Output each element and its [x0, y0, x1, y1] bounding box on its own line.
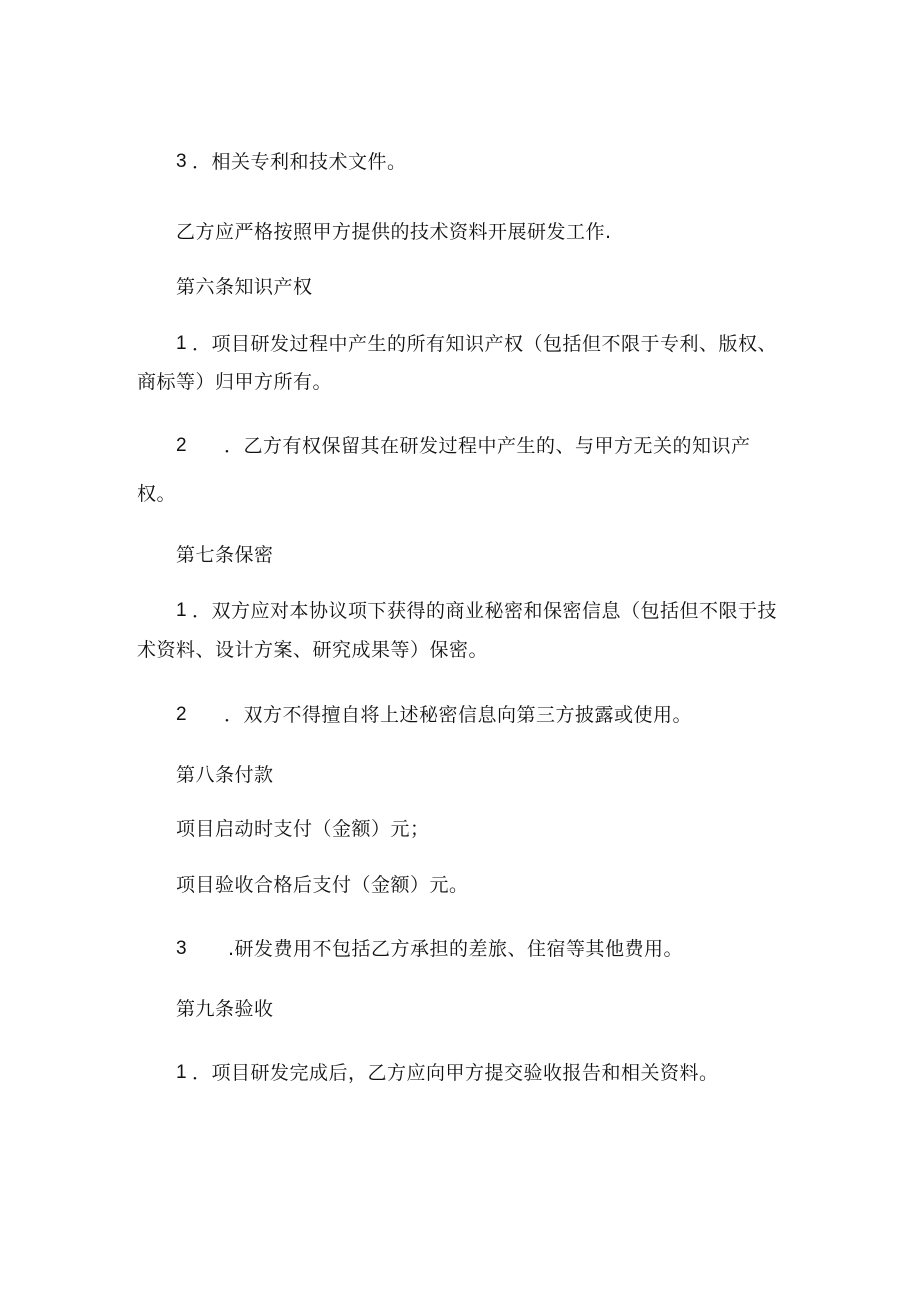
section-heading: 第六条知识产权: [176, 276, 313, 298]
section-heading: 第八条付款: [176, 764, 274, 786]
section-heading: 第九条验收: [176, 998, 274, 1020]
list-number: 2: [176, 704, 187, 725]
list-number: 1: [176, 333, 187, 354]
list-item-continuation: 术资料、设计方案、研究成果等）保密。: [137, 639, 489, 661]
list-item-text: ．乙方有权保留其在研发过程中产生的、与甲方无关的知识产: [224, 435, 751, 457]
list-number: 1: [176, 600, 187, 621]
list-item-text: ．双方不得擅自将上述秘密信息向第三方披露或使用。: [224, 704, 693, 726]
list-item-text: ．双方应对本协议项下获得的商业秘密和保密信息（包括但不限于技: [192, 600, 778, 622]
list-item-continuation: 商标等）归甲方所有。: [137, 371, 333, 393]
list-number: 2: [176, 435, 187, 456]
list-number: 3: [176, 151, 187, 172]
list-item-text: .研发费用不包括乙方承担的差旅、住宿等其他费用。: [228, 938, 684, 960]
list-item-continuation: 权。: [137, 483, 177, 505]
list-number: 1: [176, 1062, 187, 1083]
section-heading: 第七条保密: [176, 544, 274, 566]
paragraph: 项目验收合格后支付（金额）元。: [176, 874, 469, 896]
list-item-text: ．项目研发完成后，乙方应向甲方提交验收报告和相关资料。: [192, 1062, 719, 1084]
list-item-text: ．项目研发过程中产生的所有知识产权（包括但不限于专利、版权、: [192, 333, 778, 355]
paragraph: 乙方应严格按照甲方提供的技术资料开展研发工作.: [176, 221, 612, 243]
paragraph: 项目启动时支付（金额）元；: [176, 818, 430, 840]
list-item-text: ．相关专利和技术文件。: [192, 151, 407, 173]
list-number: 3: [176, 938, 187, 959]
